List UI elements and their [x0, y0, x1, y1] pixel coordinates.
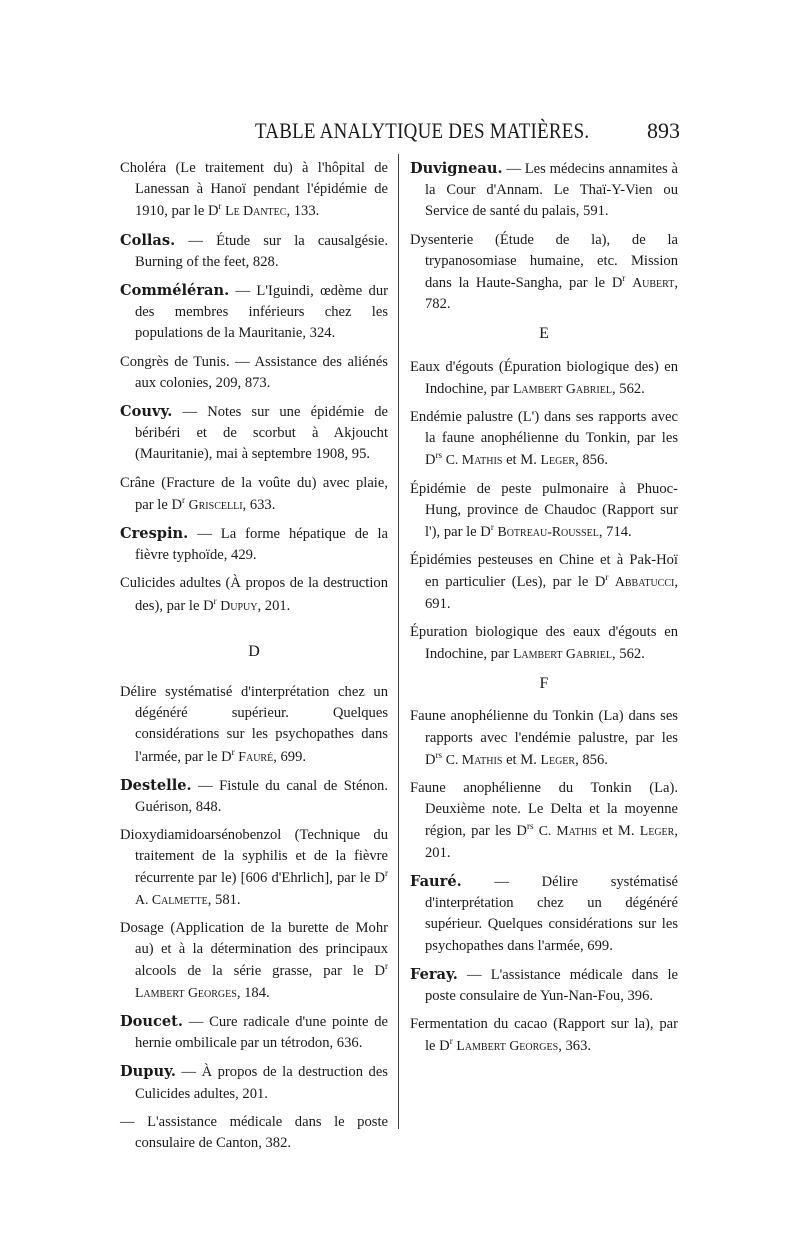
index-entry-epidemie: [410, 479, 678, 544]
author-name: Botreau-Roussel: [497, 524, 599, 540]
entry-text: Faune anophélienne du Tonkin (La). Deuxième note. Le Delta et la moyenne région, par les D: [410, 780, 678, 840]
title-abbrev: r: [213, 595, 217, 606]
entry-text: — Les médecins annamites à la Cour d'Annam. Le Thaï-Y-Vien ou Service de santé du palais, 591.: [425, 161, 678, 220]
index-entry-dupuy-2: [120, 1112, 388, 1154]
title-abbrev: r: [605, 572, 609, 583]
page-ref: , 856.: [575, 452, 608, 469]
title-abbrev: r: [218, 201, 222, 212]
index-entry-epuration: [410, 622, 678, 665]
index-entry-faure: [410, 871, 678, 957]
index-entry-couvy: [120, 401, 388, 466]
page-ref: , 699.: [273, 748, 307, 765]
author-name: Lambert Gabriel: [512, 380, 612, 396]
index-entry-dioxy: [120, 825, 388, 911]
page-ref: , 184.: [236, 984, 270, 1001]
page-ref: , 363.: [558, 1038, 592, 1055]
author-name: Lambert Georges: [456, 1038, 559, 1054]
page-number: 893: [647, 118, 680, 143]
entry-text: — Fistule du canal de Sténon. Guérison, 848.: [135, 777, 388, 816]
entry-text: Faune anophélienne du Tonkin (La) dans ses rapports avec l'endémie palustre, par les D: [410, 708, 678, 768]
author-headword: Doucet.: [120, 1012, 183, 1030]
entry-text: Eaux d'égouts (Épuration biologique des) en Indochine, par: [410, 358, 678, 397]
author-headword: Dupuy.: [120, 1063, 176, 1081]
index-entry-destelle: [120, 775, 388, 818]
running-title: TABLE ANALYTIQUE DES MATIÈRES.: [255, 118, 590, 143]
index-entry-congres: [120, 352, 388, 394]
column-divider: [398, 154, 399, 1129]
entry-text: Culicides adultes (À propos de la destruction des), par le D: [120, 575, 388, 614]
title-abbrev: r: [231, 746, 235, 757]
author-headword: Feray.: [410, 965, 458, 983]
entry-text: — L'Iguindi, œdème dur des membres inférieurs chez les populations de la Mauritanie, 324.: [135, 283, 388, 342]
entry-text: — Cure radicale d'une pointe de hernie ombilicale par un tétrodon, 636.: [135, 1013, 388, 1052]
page-ref: , 581.: [207, 891, 241, 908]
entry-text: Dioxydiamidoarsénobenzol (Technique du traitement de la syphilis et de la fièvre récurrente par le) [606 d'Ehrlich], par le D: [120, 827, 388, 886]
page-ref: , 562.: [611, 380, 645, 397]
section-letter-e: E: [539, 325, 549, 343]
author-name: Leger: [540, 452, 576, 468]
index-entry-faune-2: [410, 778, 678, 864]
entry-text: Choléra (Le traitement du) à l'hôpital de Lanessan à Hanoï pendant l'épidémie de 1910, par le D: [120, 160, 388, 220]
page-ref: , 133.: [286, 203, 320, 220]
author-name: A. Calmette: [135, 891, 208, 907]
entry-text: Crâne (Fracture de la voûte du) avec plaie, par le D: [120, 474, 388, 513]
entry-text: — Étude sur la causalgésie. Burning of the feet, 828.: [135, 232, 388, 270]
page-ref: , 201.: [425, 823, 678, 861]
author-name: Leger: [639, 823, 675, 839]
index-entry-fermentation: [410, 1014, 678, 1057]
title-abbrev: r: [182, 494, 186, 505]
author-name: Dupuy: [220, 597, 258, 613]
title-abbrev: r: [385, 960, 388, 971]
author-headword: Couvy.: [120, 403, 173, 421]
author-headword: Collas.: [120, 231, 176, 249]
entry-text: Épidémie de peste pulmonaire à Phuoc-Hung, province de Chaudoc (Rapport sur l'), par le D: [410, 480, 678, 541]
entry-text: Endémie palustre (L') dans ses rapports avec la faune anophélienne du Tonkin, par les D: [410, 409, 678, 469]
index-entry-eaux: [410, 357, 678, 400]
author-name: Abbatucci: [614, 574, 675, 590]
author-headword: Duvigneau.: [410, 160, 503, 177]
index-entry-dupuy: [120, 1061, 388, 1104]
index-entry-commeleran: [120, 280, 388, 345]
page-ref: , 856.: [575, 751, 608, 768]
index-entry-doucet: [120, 1011, 388, 1054]
entry-text: et M.: [502, 452, 541, 469]
entry-text: — L'assistance médicale dans le poste consulaire de Canton, 382.: [120, 1113, 388, 1151]
author-name: Le Dantec: [225, 203, 287, 219]
index-entry-crespin: [120, 523, 388, 566]
author-name: Griscelli: [188, 496, 243, 512]
entry-text: — Notes sur une épidémie de béribéri et de scorbut à Akjoucht (Mauritanie), mai à septembre 1908, 95.: [135, 404, 388, 463]
author-name: Fauré: [238, 748, 274, 764]
index-entry-crane: [120, 473, 388, 516]
author-name: Leger: [540, 751, 576, 767]
title-abbrev: rs: [526, 821, 534, 832]
author-headword: Crespin.: [120, 525, 189, 543]
index-entry-dysenterie: [410, 230, 678, 316]
page-ref: , 633.: [242, 496, 276, 513]
author-name: Lambert Georges: [135, 984, 237, 1000]
entry-text: Épuration biologique des eaux d'égouts en Indochine, par: [410, 623, 678, 663]
author-headword: Fauré.: [410, 872, 462, 890]
author-name: C. Mathis: [445, 751, 503, 767]
page-ref: , 714.: [598, 524, 632, 541]
entry-text: — L'assistance médicale dans le poste consulaire de Yun-Nan-Fou, 396.: [425, 966, 678, 1004]
entry-text: Dosage (Application de la burette de Mohr au) et à la détermination des principaux alcools de la série grasse, par le D: [120, 920, 388, 979]
index-entry-dosage: [120, 918, 388, 1004]
index-entry-feray: [410, 964, 678, 1007]
title-abbrev: r: [490, 522, 494, 533]
title-abbrev: rs: [435, 750, 443, 761]
title-abbrev: r: [449, 1036, 453, 1047]
index-entry-culicides: [120, 573, 388, 616]
index-entry-delire: [120, 682, 388, 768]
page-header: [120, 118, 680, 148]
index-entry-faune-1: [410, 706, 678, 771]
entry-text: — Délire systématisé d'interprétation chez un dégénéré supérieur. Quelques considérations sur les psychopathes dans l'armée, 699.: [425, 873, 678, 954]
right-column: [410, 158, 678, 1065]
entry-text: Épidémies pesteuses en Chine et à Pak-Hoï en particulier (Les), par le D: [410, 552, 678, 591]
title-abbrev: r: [622, 273, 626, 284]
entry-text: Fermentation du cacao (Rapport sur la), par le D: [410, 1016, 678, 1055]
index-entry-epidemies: [410, 550, 678, 615]
entry-text: Dysenterie (Étude de la), de la trypanosomiase humaine, etc. Mission dans la Haute-Sangha, par le D: [410, 231, 678, 292]
author-name: Aubert: [632, 275, 675, 291]
entry-text: Délire systématisé d'interprétation chez un dégénéré supérieur. Quelques considérations sur les psychopathes dans l'armée, par le D: [120, 684, 388, 765]
index-entry-cholera: [120, 158, 388, 223]
section-letter-f: F: [539, 675, 549, 693]
index-entry-endemie: [410, 407, 678, 472]
page-ref: , 691.: [425, 574, 678, 612]
author-headword: Comméléran.: [120, 282, 230, 300]
title-abbrev: r: [385, 867, 388, 878]
entry-text: Congrès de Tunis. — Assistance des aliénés aux colonies, 209, 873.: [120, 353, 388, 391]
left-column: [120, 158, 388, 1161]
page-ref: , 201.: [257, 597, 291, 614]
author-name: C. Mathis: [445, 452, 503, 468]
page-ref: , 782.: [425, 275, 678, 313]
author-name: C. Mathis: [538, 823, 597, 839]
entry-text: — À propos de la destruction des Culicides adultes, 201.: [135, 1064, 388, 1102]
author-headword: Destelle.: [120, 776, 192, 794]
entry-text: et M.: [596, 823, 640, 840]
author-name: Lambert Gabriel: [512, 646, 612, 662]
entry-text: et M.: [502, 751, 541, 768]
index-entry-collas: [120, 230, 388, 273]
section-letter-d: D: [248, 642, 260, 660]
page-ref: , 562.: [611, 646, 645, 663]
entry-text: — La forme hépatique de la fièvre typhoïde, 429.: [135, 526, 388, 564]
title-abbrev: rs: [435, 450, 443, 461]
index-entry-duvigneau: [410, 158, 678, 223]
